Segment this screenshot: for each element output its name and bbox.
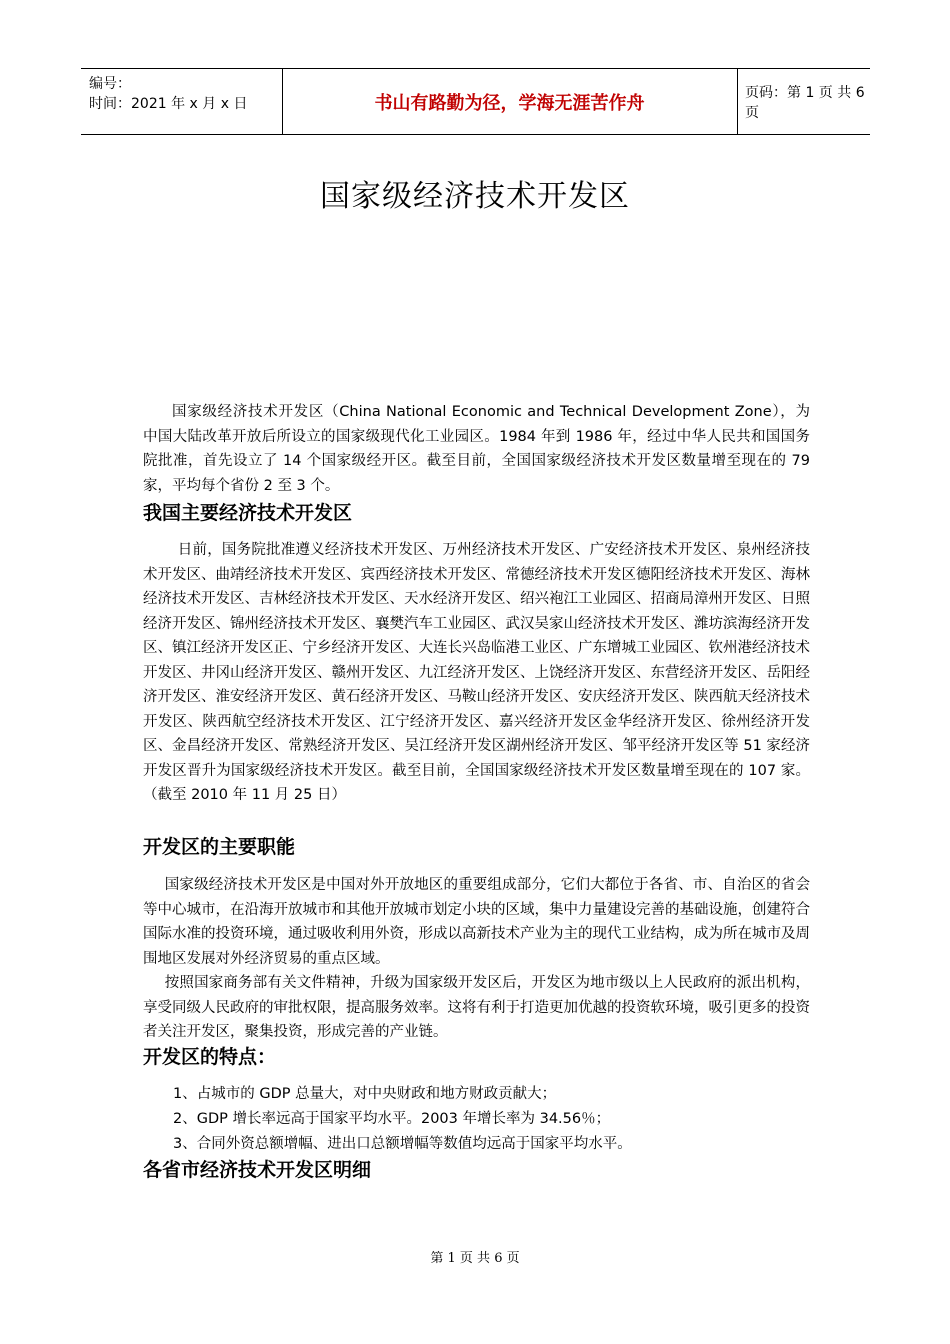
- main-zones-paragraph: 日前，国务院批准遵义经济技术开发区、万州经济技术开发区、广安经济技术开发区、泉州经济技术开发区、曲靖经济技术开发区、宾西经济技术开发区、常德经济技术开发区德阳经济技术开发区、海林经济技术开发区、吉林经济技术开发区、天水经济开发区、绍兴袍江工业园区、招商局漳州开发区、日照经济开发区、锦州经济技术开发区、襄樊汽车工业园区、武汉吴家山经济技术开发区、潍坊滨海经济开发区、镇江经济开发区正、宁乡经济开发区、大连长兴岛临港工业区、广东增城工业园区、钦州港经济技术开发区、井冈山经济开发区、赣州开发区、九江经济开发区、上饶经济开发区、东营经济开发区、岳阳经济开发区、淮安经济开发区、黄石经济开发区、马鞍山经济开发区、安庆经济开发区、陕西航天经济技术开发区、陕西航空经济技术开发区、江宁经济开发区、嘉兴经济开发区金华经济开发区、徐州经济开发区、金昌经济开发区、常熟经济开发区、吴江经济开发区湖州经济开发区、邹平经济开发区等 51 家经济开发区晋升为国家级经济技术开发区。截至目前，全国国家级经济技术开发区数量增至现在的 107 家。（截至 2010 年 11 月 25 日）: [143, 542, 810, 803]
- doc-time-label: 时间：2021 年 x 月 x 日: [89, 96, 248, 112]
- functions-paragraph-2: 按照国家商务部有关文件精神，升级为国家级开发区后，开发区为地市级以上人民政府的派出机构，享受同级人民政府的审批权限，提高服务效率。这将有利于打造更加优越的投资软环境，吸引更多的投资者关注开发区，聚集投资，形成完善的产业链。: [143, 975, 810, 1040]
- feature-item: 3、合同外资总额增幅、进出口总额增幅等数值均远高于国家平均水平。: [173, 1136, 632, 1152]
- section-functions: [143, 833, 810, 861]
- intro-block: [143, 400, 810, 498]
- page-header: [81, 68, 870, 135]
- header-page-cell: [737, 69, 870, 134]
- functions-body: [143, 873, 810, 1045]
- section-heading-functions: 开发区的主要职能: [143, 836, 296, 858]
- features-list: [143, 1082, 810, 1157]
- functions-paragraph-1: 国家级经济技术开发区是中国对外开放地区的重要组成部分，它们大都位于各省、市、自治区的省会等中心城市，在沿海开放城市和其他开放城市划定小块的区域，集中力量建设完善的基础设施，创建符合国际水准的投资环境，通过吸收利用外资，形成以高新技术产业为主的现代工业结构，成为所在城市及周围地区发展对外经济贸易的重点区域。: [143, 877, 810, 967]
- feature-item: 1、占城市的 GDP 总量大，对中央财政和地方财政贡献大；: [173, 1086, 557, 1102]
- section-heading-features: 开发区的特点：: [143, 1046, 277, 1068]
- header-left-cell: [81, 69, 283, 134]
- header-motto-cell: [282, 69, 738, 134]
- feature-item: 2、GDP 增长率远高于国家平均水平。2003 年增长率为 34.56％；: [173, 1111, 611, 1127]
- section-heading-main-zones: 我国主要经济技术开发区: [143, 502, 353, 524]
- main-zones-body: [143, 538, 810, 808]
- header-motto: 书山有路勤为径，学海无涯苦作舟: [374, 92, 645, 114]
- document-title: 国家级经济技术开发区: [320, 179, 630, 214]
- doc-number-label: 编号：: [89, 76, 131, 92]
- section-features: [143, 1043, 810, 1071]
- intro-paragraph: 国家级经济技术开发区（China National Economic and Technical Development Zone），为中国大陆改革开放后所设立的国家级现代化工业园区。1984 年到 1986 年，经过中华人民共和国国务院批准，首先设立了 14 个国家级经开区。截至目前，全国国家级经济技术开发区数量增至现在的 79 家，平均每个省份 2 至 3 个。: [143, 404, 810, 494]
- header-page-number: 页码：第 1 页 共 6 页: [745, 84, 865, 121]
- section-main-zones: [143, 499, 810, 527]
- page-footer: 第 1 页 共 6 页: [430, 1251, 520, 1266]
- section-details: [143, 1156, 810, 1184]
- section-heading-details: 各省市经济技术开发区明细: [143, 1159, 372, 1181]
